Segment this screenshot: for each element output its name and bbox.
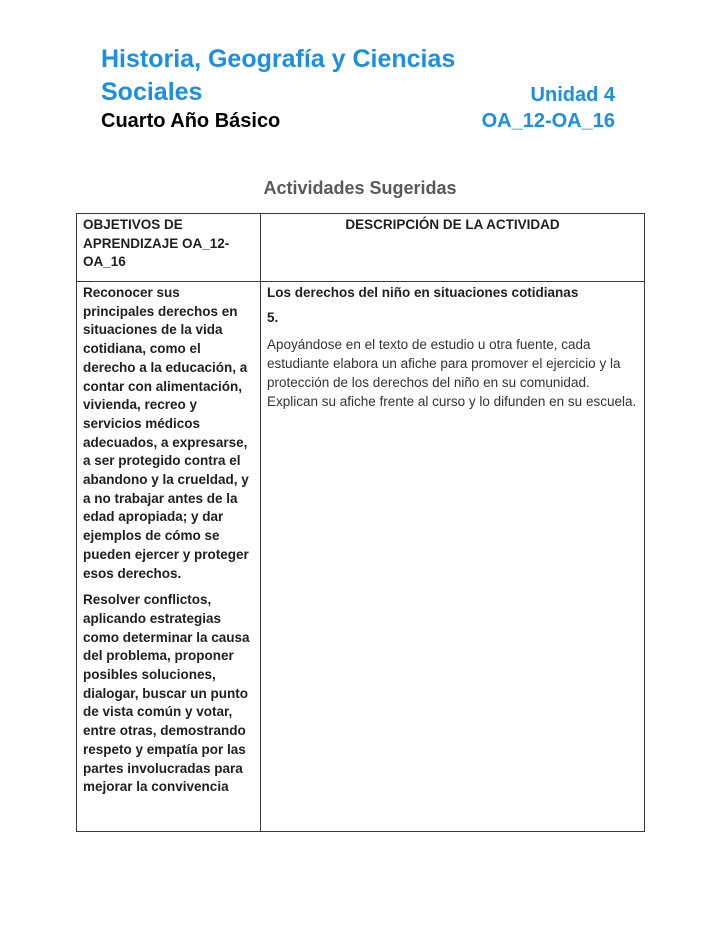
section-title: Actividades Sugeridas bbox=[263, 178, 457, 198]
oa-range-label: OA_12-OA_16 bbox=[481, 110, 615, 132]
description-cell bbox=[261, 282, 645, 832]
description-header: DESCRIPCIÓN DE LA ACTIVIDAD bbox=[261, 214, 645, 282]
objectives-header: OBJETIVOS DE APRENDIZAJE OA_12-OA_16 bbox=[77, 214, 261, 282]
objective-item: Reconocer sus principales derechos en situaciones de la vida cotidiana, como el derecho a la educación, a contar con alimentación, vivienda, recreo y servicios médicos adecuados, a expresarse, a ser protegido contra el abandono y la crueldad, y a no trabajar antes de la edad apropiada; y dar ejemplos de cómo se pueden ejercer y proteger esos derechos. bbox=[83, 285, 249, 581]
activity-number: 5. bbox=[267, 309, 279, 325]
table-header-row bbox=[77, 214, 645, 282]
activity-title: Los derechos del niño en situaciones cotidianas bbox=[267, 285, 579, 300]
table-row bbox=[77, 282, 645, 832]
grade-label: Cuarto Año Básico bbox=[101, 110, 281, 132]
activities-table bbox=[76, 213, 645, 832]
unit-label: Unidad 4 bbox=[530, 84, 615, 106]
activity-body: Apoyándose en el texto de estudio u otra fuente, cada estudiante elabora un afiche para promover el ejercicio y la protección de los derechos del niño en su comunidad. Explican su afiche frente al curso y lo difunden en su escuela. bbox=[267, 337, 637, 409]
objective-item: Resolver conflictos, aplicando estrategias como determinar la causa del problema, proponer posibles soluciones, dialogar, buscar un punto de vista común y votar, entre otras, demostrando respeto y empatía por las partes involucradas para mejorar la convivencia bbox=[83, 592, 250, 795]
objectives-cell bbox=[77, 282, 261, 832]
document-title-line-2: Sociales bbox=[101, 78, 203, 106]
document-title-line-1: Historia, Geografía y Ciencias bbox=[101, 45, 456, 73]
